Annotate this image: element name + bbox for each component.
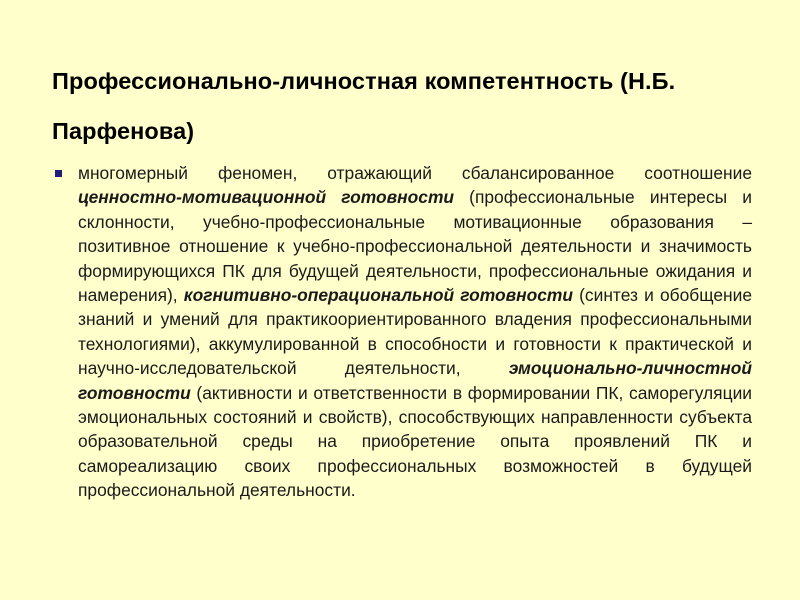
bullet-text-2: (профессиональные интересы и склонности, учебно-профессиональные мотивационные образования – позитивное отношение к учебно-профессиональной деятельности и значимость формирующихся ПК для будущей деятельности, профессиональные ожидания и намерения), bbox=[78, 187, 752, 306]
bullet-item bbox=[52, 161, 752, 503]
emphasis-value-motivational-readiness: ценностно-мотивационной готовности bbox=[78, 187, 455, 208]
square-bullet-icon bbox=[55, 170, 62, 177]
bullet-list bbox=[52, 161, 752, 503]
bullet-text-4: (активности и ответственности в формировании ПК, саморегуляции эмоциональных состояний и свойств), способствующих направленности субъекта образовательной среды на приобретение опыта проявлений ПК и самореализацию своих профессиональных возможностей в будущей профессиональной деятельности. bbox=[78, 382, 752, 501]
emphasis-emotional-personal-readiness: эмоционально-личностной готовности bbox=[78, 358, 752, 403]
bullet-text-1: многомерный феномен, отражающий сбалансированное соотношение bbox=[78, 163, 752, 183]
slide-title: Профессионально-личностная компетентность (Н.Б. Парфенова) bbox=[52, 68, 676, 144]
bullet-text-3: (синтез и обобщение знаний и умений для практикоориентированного владения профессиональными технологиями), аккумулированной в способности и готовности к практической и научно-исследовательской деятельности, bbox=[78, 285, 753, 379]
emphasis-cognitive-operational-readiness: когнитивно-операциональной готовности bbox=[183, 285, 573, 306]
